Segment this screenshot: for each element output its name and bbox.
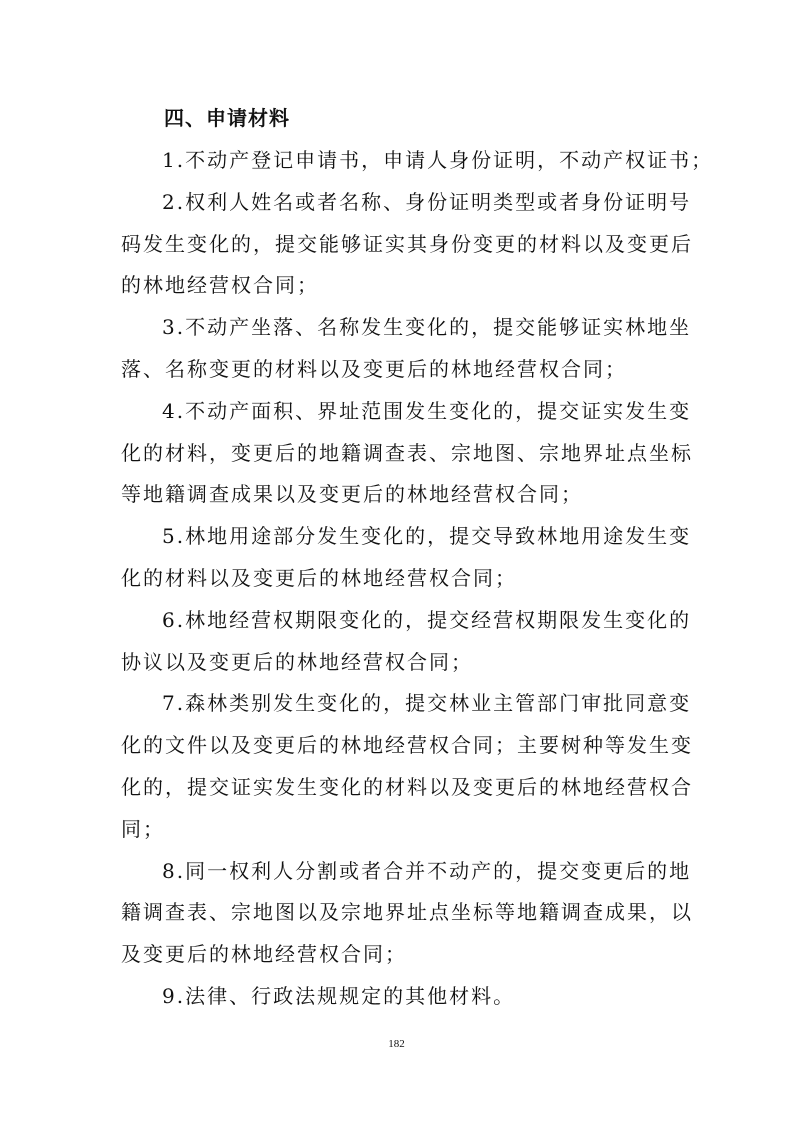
text-line: 等地籍调查成果以及变更后的林地经营权合同；	[121, 482, 583, 507]
text-line: 同；	[121, 816, 165, 841]
text-line: 4.不动产面积、界址范围发生变化的，提交证实发生变	[162, 398, 692, 423]
list-item-4	[121, 391, 693, 516]
list-item-8	[121, 851, 693, 976]
text-line: 5.林地用途部分发生变化的，提交导致林地用途发生变	[162, 524, 692, 549]
text-line: 7.森林类别发生变化的，提交林业主管部门审批同意变	[162, 691, 692, 716]
list-item-6	[121, 600, 692, 684]
list-item-9	[121, 976, 676, 1018]
text-line: 8.同一权利人分割或者合并不动产的，提交变更后的地	[162, 858, 692, 883]
text-line: 化的材料以及变更后的林地经营权合同；	[121, 565, 517, 590]
list-item-2	[121, 182, 693, 307]
text-line: 化的，提交证实发生变化的材料以及变更后的林地经营权合	[121, 774, 693, 799]
text-line: 3.不动产坐落、名称发生变化的，提交能够证实林地坐	[162, 315, 692, 340]
text-line: 化的材料，变更后的地籍调查表、宗地图、宗地界址点坐标	[121, 440, 693, 465]
text-line: 协议以及变更后的林地经营权合同；	[121, 649, 473, 674]
text-line: 化的文件以及变更后的林地经营权合同；主要树种等发生变	[121, 733, 693, 758]
text-line: 落、名称变更的材料以及变更后的林地经营权合同；	[121, 356, 627, 381]
text-line: 1.不动产登记申请书，申请人身份证明，不动产权证书；	[162, 148, 714, 172]
page-number: 182	[388, 1038, 405, 1050]
materials-list	[121, 140, 714, 1018]
list-item-1	[121, 140, 714, 182]
text-line: 9.法律、行政法规规定的其他材料。	[162, 983, 516, 1008]
list-item-7	[121, 683, 693, 850]
list-item-5	[121, 516, 692, 600]
text-line: 籍调查表、宗地图以及宗地界址点坐标等地籍调查成果，以	[121, 900, 693, 925]
list-item-3	[121, 307, 692, 391]
text-line: 及变更后的林地经营权合同；	[121, 942, 407, 967]
section-heading: 四、申请材料	[164, 106, 290, 130]
text-line: 2.权利人姓名或者名称、身份证明类型或者身份证明号	[162, 189, 692, 214]
text-line: 的林地经营权合同；	[121, 273, 319, 298]
text-line: 6.林地经营权期限变化的，提交经营权期限发生变化的	[162, 607, 692, 632]
text-line: 码发生变化的，提交能够证实其身份变更的材料以及变更后	[121, 231, 693, 256]
